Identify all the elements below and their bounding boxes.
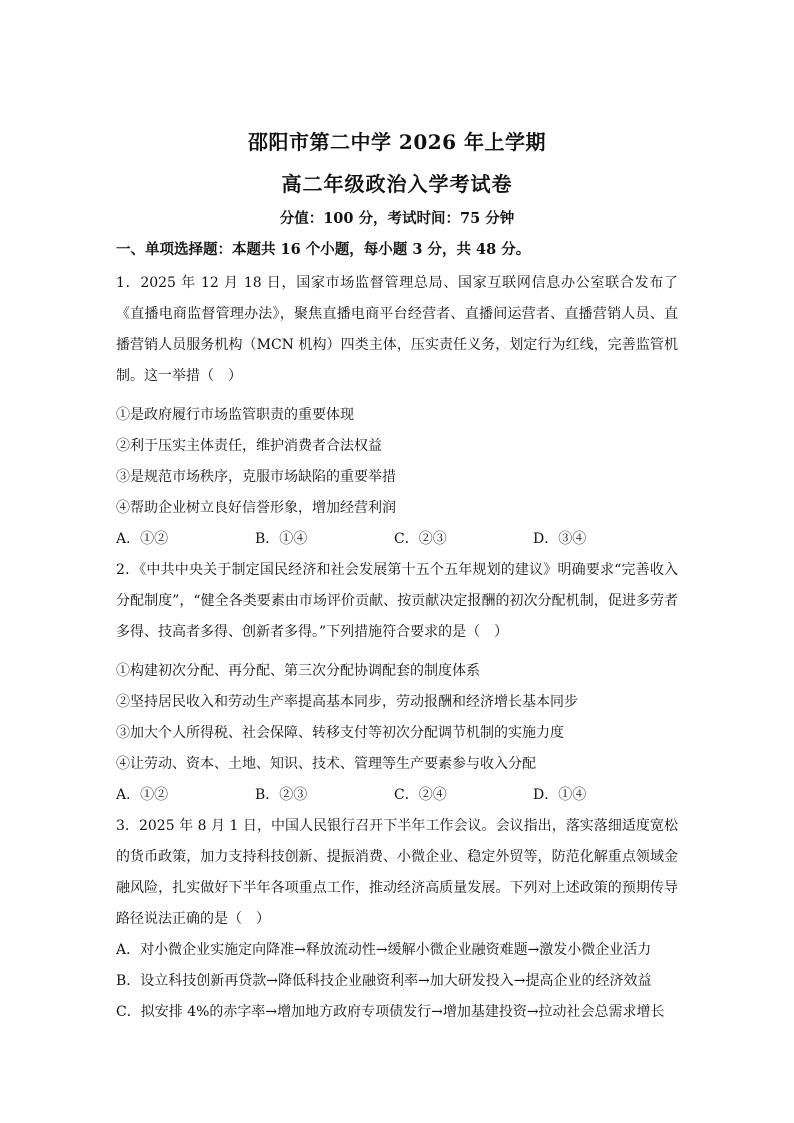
statement-item: ②坚持居民收入和劳动生产率提高基本同步，劳动报酬和经济增长基本同步 xyxy=(116,694,578,710)
question-1 xyxy=(116,268,678,555)
statement-item: ③是规范市场秩序，克服市场缺陷的重要举措 xyxy=(116,469,396,485)
statement-item: ②利于压实主体责任，维护消费者合法权益 xyxy=(116,438,382,454)
statement-item: ④让劳动、资本、土地、知识、技术、管理等生产要素参与收入分配 xyxy=(116,756,536,772)
choice-b[interactable]: B．②③ xyxy=(255,787,308,803)
choice-c[interactable]: C．②③ xyxy=(394,531,447,547)
question-stem: 2．《中共中央关于制定国民经济和社会发展第十五个五年规划的建议》明确要求“完善收入分配制度”，“健全各类要素由市场评价贡献、按贡献决定报酬的初次分配机制，促进多劳者多得、技高者多得、创新者多得。”下列措施符合要求的是（ ） xyxy=(116,562,678,640)
answer-choices xyxy=(116,524,678,555)
choice-b-line[interactable]: B．设立科技创新再贷款→降低科技企业融资利率→加大研发投入→提高企业的经济效益 xyxy=(116,973,652,989)
choice-a[interactable]: A．①② xyxy=(116,787,169,803)
choice-d[interactable]: D．③④ xyxy=(533,531,587,547)
question-stem: 3．2025 年 8 月 1 日，中国人民银行召开下半年工作会议。会议指出，落实落细适度宽松的货币政策，加力支持科技创新、提振消费、小微企业、稳定外贸等，防范化解重点领域金融风险，扎实做好下半年各项重点工作，推动经济高质量发展。下列对上述政策的预期传导路径说法正确的是（ ） xyxy=(116,818,678,927)
question-list xyxy=(116,268,678,1028)
section-heading: 一、单项选择题：本题共 16 个小题，每小题 3 分，共 48 分。 xyxy=(116,241,531,258)
answer-choices xyxy=(116,780,678,811)
statement-item: ③加大个人所得税、社会保障、转移支付等初次分配调节机制的实施力度 xyxy=(116,725,564,741)
statement-item: ①是政府履行市场监管职责的重要体现 xyxy=(116,407,354,423)
choice-c-line[interactable]: C．拟安排 4%的赤字率→增加地方政府专项债发行→增加基建投资→拉动社会总需求增长 xyxy=(116,1004,665,1020)
choice-d[interactable]: D．①④ xyxy=(533,787,587,803)
question-3 xyxy=(116,811,678,1028)
question-stem: 1．2025 年 12 月 18 日，国家市场监督管理总局、国家互联网信息办公室联合发布了《直播电商监督管理办法》，聚焦直播电商平台经营者、直播间运营者、直播营销人员、直播营销人员服务机构（MCN 机构）四类主体，压实责任义务，划定行为红线，完善监管机制。这一举措（ ） xyxy=(116,275,678,384)
choice-a-line[interactable]: A．对小微企业实施定向降准→释放流动性→缓解小微企业融资难题→激发小微企业活力 xyxy=(116,942,652,958)
choice-a[interactable]: A．①② xyxy=(116,531,169,547)
school-term-title: 邵阳市第二中学 2026 年上学期 xyxy=(247,130,547,154)
question-2 xyxy=(116,555,678,811)
choice-c[interactable]: C．②④ xyxy=(394,787,447,803)
statement-item: ①构建初次分配、再分配、第三次分配协调配套的制度体系 xyxy=(116,663,480,679)
score-time-line: 分值：100 分，考试时间：75 分钟 xyxy=(279,210,515,227)
exam-title: 高二年级政治入学考试卷 xyxy=(281,172,513,196)
statement-item: ④帮助企业树立良好信誉形象，增加经营利润 xyxy=(116,500,396,516)
choice-b[interactable]: B．①④ xyxy=(255,531,308,547)
